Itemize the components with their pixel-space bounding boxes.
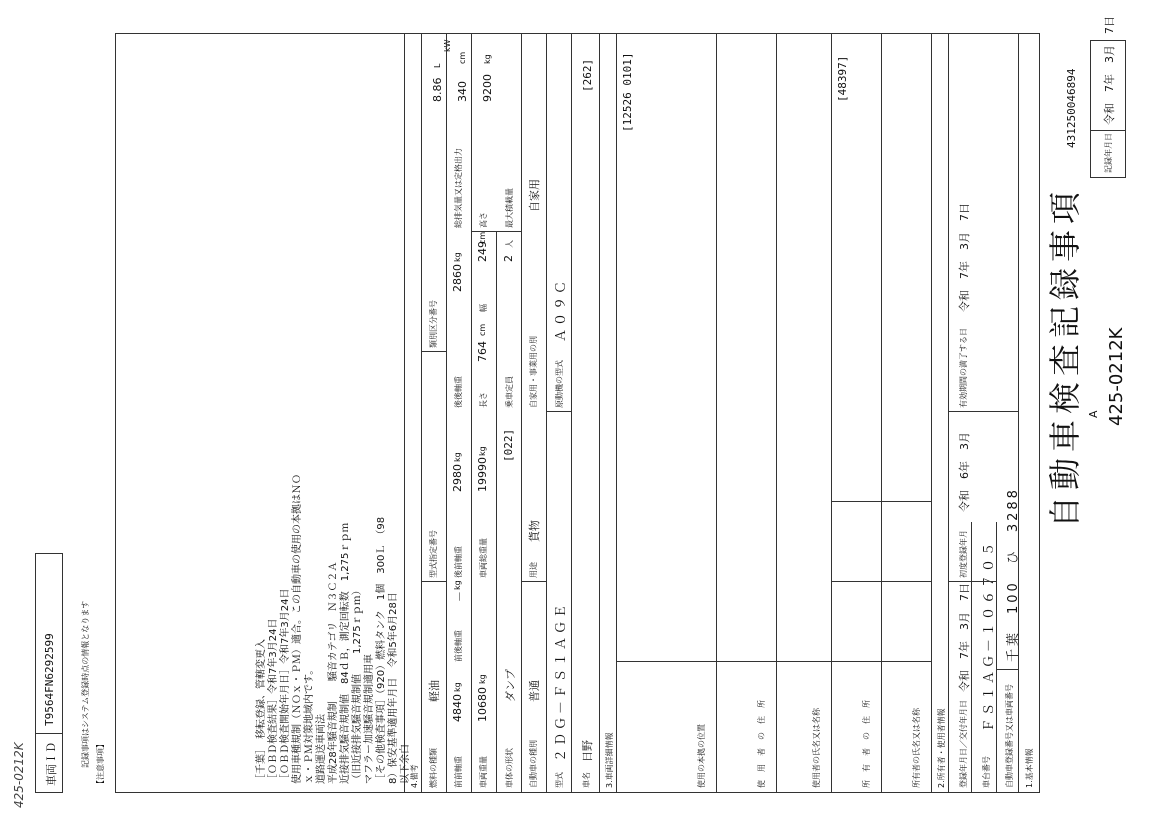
purpose-label: 自家用・事業用の別 bbox=[529, 336, 538, 408]
reg-date-value: 令和 7年 3月 7日 bbox=[958, 583, 971, 692]
maxload-label: 最大積載量 bbox=[505, 188, 514, 228]
weight-value: 10680 bbox=[476, 687, 489, 722]
weight-unit: kg bbox=[478, 674, 487, 684]
remark-line: ［ＯＢＤ検査開始年月日］令和7年3月24日 bbox=[280, 588, 291, 784]
remark-line: マフラー加速騒音規制適用車 bbox=[364, 654, 375, 784]
rr-axle-value: 2860 bbox=[451, 264, 464, 292]
vin-value: ＦＳ１ＡＧ－１０６７０５ bbox=[982, 539, 997, 732]
vin-label: 車台番号 bbox=[982, 756, 991, 788]
kind-value: 普通 bbox=[528, 680, 541, 702]
remark-line: 8）保安基準適用年月日 令和5年6月28日 bbox=[388, 592, 399, 784]
remark-line: 道路運送車両法 bbox=[316, 714, 327, 784]
reference-number: 425-0212K bbox=[1106, 327, 1127, 426]
reg-number-label: 自動車登録番号又は車両番号 bbox=[1005, 684, 1014, 788]
width-value: 249 bbox=[476, 241, 489, 262]
maker-value: 日野 bbox=[581, 740, 594, 762]
remark-line: 使用車種規制（ＮＯｘ・ＰＭ）適合。この自動車の使用の本拠はＮＯ bbox=[292, 474, 303, 784]
engine-value: Ａ０９Ｃ bbox=[554, 277, 569, 342]
document-number: 431250046894 bbox=[1065, 68, 1078, 148]
reg-number-value: 千葉 100 ひ 3288 bbox=[1006, 487, 1021, 662]
record-date-box bbox=[1090, 16, 1126, 178]
ff-axle-unit: kg bbox=[453, 682, 462, 692]
fuel-label: 燃料の種類 bbox=[429, 748, 438, 788]
fr-axle-label: 前後軸重 bbox=[454, 630, 463, 662]
gross-label: 車両総重量 bbox=[479, 538, 488, 578]
maker-code: [262] bbox=[581, 58, 594, 92]
rr-axle-label: 後後軸重 bbox=[454, 376, 463, 408]
remark-line: （旧近接排気騒音規制値 1,275ｒｐｍ） bbox=[352, 585, 363, 784]
user-name-label: 使用者の氏名又は名称 bbox=[812, 708, 821, 788]
displacement-unit: L bbox=[433, 63, 442, 68]
remark-line: ［ＯＢＤ検査結果］令和7年3月24日 bbox=[268, 618, 279, 784]
capacity-unit: 人 bbox=[505, 240, 514, 248]
section1-heading: 1.基本情報 bbox=[1025, 748, 1034, 788]
maker-label: 車名 bbox=[582, 772, 591, 788]
base-location-label: 使用の本拠の位置 bbox=[697, 724, 706, 788]
width-unit: cm bbox=[478, 231, 487, 244]
engine-label: 原動機の型式 bbox=[555, 360, 564, 408]
model-value: ２ＤＧ－ＦＳ１ＡＧＥ bbox=[554, 601, 569, 762]
body-label: 車体の形状 bbox=[505, 748, 514, 788]
length-value: 764 bbox=[476, 341, 489, 362]
fuel-value: 軽油 bbox=[428, 680, 441, 702]
record-date-value: 令和 7年 3月 7日 bbox=[1103, 16, 1116, 125]
fr-axle-value: － bbox=[453, 591, 466, 602]
expiry-label: 有効期間の満了する日 bbox=[959, 328, 968, 408]
remarks-list bbox=[256, 474, 412, 784]
notes-text: 記録事項はシステム登録時点の情報となります bbox=[81, 600, 90, 768]
fr-axle-unit: kg bbox=[453, 580, 462, 590]
reg-date-label: 登録年月日／交付年月日 bbox=[959, 700, 968, 788]
notes-heading: 【注意事項】 bbox=[96, 740, 105, 788]
body-code: [022] bbox=[502, 428, 515, 462]
remark-line: ｘ・ＰＭ対策地域内です。 bbox=[304, 664, 315, 784]
vehicle-id-label: 車両ＩＤ bbox=[45, 742, 58, 786]
vehicle-id-value: T9564FN6292599 bbox=[43, 633, 56, 726]
purpose-value: 自家用 bbox=[528, 179, 541, 212]
page-title: 自動車検査記録事項 bbox=[1046, 185, 1084, 528]
height-unit: cm bbox=[458, 51, 467, 64]
displacement-kw: kW bbox=[443, 39, 452, 52]
user-address-label: 使 用 者 の 住 所 bbox=[757, 700, 766, 788]
displacement-value: 8.86 bbox=[431, 77, 444, 102]
maxload-unit: kg bbox=[483, 54, 492, 64]
first-reg-value: 令和 6年 3月 bbox=[958, 432, 971, 512]
kind-label: 自動車の種別 bbox=[529, 740, 538, 788]
rf-axle-value: 2980 bbox=[451, 464, 464, 492]
expiry-value: 令和 7年 3月 7日 bbox=[958, 203, 971, 312]
section3-heading: 3.車両詳細情報 bbox=[605, 732, 614, 788]
ff-axle-label: 前前軸重 bbox=[454, 756, 463, 788]
remark-line: 近接排気騒音規制値 84ｄＢ，測定回転数 1,275ｒｐｍ bbox=[340, 522, 351, 784]
displacement-label: 総排気量又は定格出力 bbox=[454, 148, 463, 228]
ff-axle-value: 4840 bbox=[451, 694, 464, 722]
main-table bbox=[115, 33, 1040, 793]
rf-axle-label: 後前軸重 bbox=[454, 546, 463, 578]
base-location-code: [12526 0101] bbox=[621, 52, 634, 132]
first-reg-label: 初度登録年月 bbox=[959, 530, 968, 578]
vehicle-id-box bbox=[35, 553, 63, 793]
body-value: ダンプ bbox=[504, 668, 517, 702]
remark-line: 平成28年騒音規制 騒音カテゴリ Ｎ３Ｃ２Ａ bbox=[328, 561, 339, 784]
section2-heading: 2.所有者・使用者情報 bbox=[937, 708, 946, 788]
length-label: 長さ bbox=[479, 392, 488, 408]
gross-unit: kg bbox=[478, 446, 487, 456]
width-label: 幅 bbox=[479, 304, 488, 312]
owner-code: [48397] bbox=[836, 55, 849, 102]
capacity-value: 2 bbox=[502, 255, 515, 262]
capacity-label: 乗車定員 bbox=[505, 376, 514, 408]
remark-line: ［その他検査事項］（920）燃料タンク 1個 300Ｌ （98 bbox=[376, 516, 387, 784]
mark-a: A bbox=[1087, 410, 1100, 418]
rr-axle-unit: kg bbox=[453, 252, 462, 262]
section4-heading: 4.備考 bbox=[410, 764, 419, 788]
record-date-label: 記録年月日 bbox=[1104, 133, 1113, 173]
rf-axle-unit: kg bbox=[453, 452, 462, 462]
height-label: 高さ bbox=[479, 212, 488, 228]
length-unit: cm bbox=[478, 323, 487, 336]
use-value: 貨物 bbox=[528, 520, 541, 542]
model-label: 型式 bbox=[555, 772, 564, 788]
handwritten-note: 425-0212K bbox=[12, 742, 26, 808]
remark-line: ［千葉］ 移転登録、管轄変更入 bbox=[256, 639, 267, 784]
owner-address-label: 所 有 者 の 住 所 bbox=[862, 700, 871, 788]
weight-label: 車両重量 bbox=[479, 756, 488, 788]
height-value: 340 bbox=[456, 81, 469, 102]
owner-name-label: 所有者の氏名又は名称 bbox=[912, 708, 921, 788]
category-number-label: 類別区分番号 bbox=[429, 300, 438, 348]
gross-value: 19990 bbox=[476, 457, 489, 492]
type-number-label: 型式指定番号 bbox=[429, 530, 438, 578]
maxload-value: 9200 bbox=[481, 74, 494, 102]
remark-line: 以下余白 bbox=[400, 744, 411, 784]
use-label: 用途 bbox=[529, 562, 538, 578]
